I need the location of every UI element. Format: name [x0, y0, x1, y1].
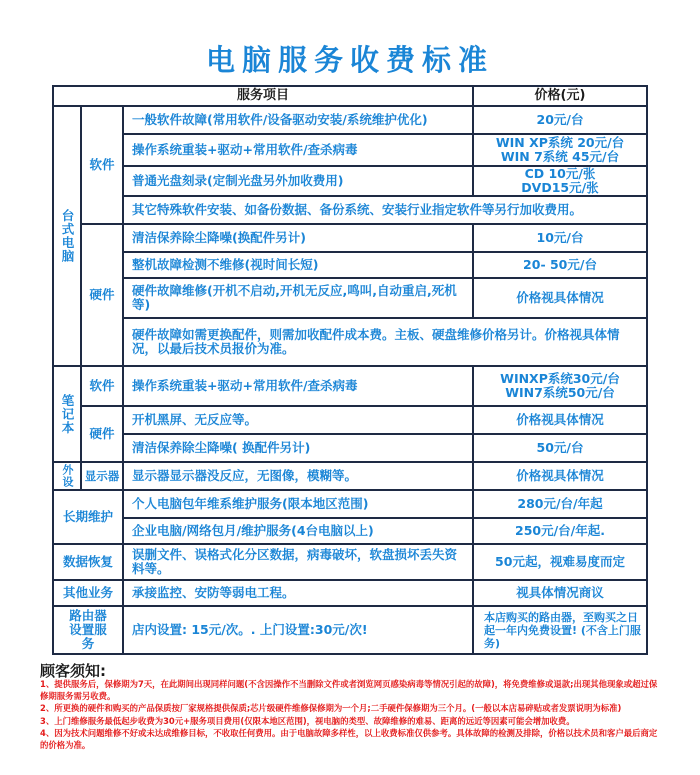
row-price — [472, 165, 648, 197]
row-item: 一般软件故障(常用软件/设备驱动安装/系统维护优化) — [122, 105, 474, 135]
price-line: CD 10元/张 — [524, 166, 596, 181]
group-longterm: 长期维护 — [52, 489, 124, 545]
price-line: WIN7系统50元/台 — [505, 385, 615, 400]
price-table — [52, 85, 648, 655]
row-price: 本店购买的路由器，至购买之日起一年内免费设置! (不含上门服务) — [472, 605, 648, 655]
notice-item: 3、上门维修服务最低起步收费为30元+服务项目费用(仅限本地区范围)，视电脑的类型、故障维修的难易、距离的远近等因素可能会增加收费。 — [40, 715, 575, 726]
row-price: 价格视具体情况 — [472, 461, 648, 491]
notice-item: 4、因为技术问题维修不好或未达成维修目标，不收取任何费用。由于电脑故障多样性，以上收费标准仅供参考。具体故障的检测及排除，价格以技术员和客户最后商定的价格为准。 — [40, 727, 658, 751]
row-item-wide: 硬件故障如需更换配件，则需加收配件成本费。主板、硬盘维修价格另计。价格视具体情况，以最后技术员报价为准。 — [122, 317, 648, 367]
notice-item: 1、提供服务后，保修期为7天，在此期间出现同样问题(不含因操作不当删除文件或者浏览网页感染病毒等情况引起的故障)，将免费维修或退款;出现其他现象或超过保修期服务需另收费。 — [40, 679, 658, 702]
header-price: 价格(元) — [472, 85, 648, 107]
group-peripheral: 外设 — [52, 461, 82, 491]
row-price — [472, 133, 648, 167]
group-monitor: 显示器 — [80, 461, 124, 491]
row-item: 清洁保养除尘降噪(换配件另计) — [122, 223, 474, 253]
row-item: 承接监控、安防等弱电工程。 — [122, 579, 474, 607]
group-router: 路由器设置服务 — [52, 605, 124, 655]
group-desktop-software: 软件 — [80, 105, 124, 225]
price-line: WIN 7系统 45元/台 — [500, 149, 620, 164]
row-item: 误删文件、误格式化分区数据，病毒破坏，软盘损坏丢失资料等。 — [122, 543, 474, 581]
group-other: 其他业务 — [52, 579, 124, 607]
notice-item: 2、所更换的硬件和购买的产品保质按厂家规格提供保质;芯片级硬件维修保修期为一个月;二手硬件保修期为三个月。(一般以本店易碎贴或者发票说明为标准) — [40, 703, 622, 714]
row-price — [472, 365, 648, 407]
price-line: WINXP系统30元/台 — [500, 371, 620, 386]
price-line: DVD15元/张 — [521, 180, 599, 195]
row-price: 250元/台/年起. — [472, 517, 648, 545]
row-item: 硬件故障维修(开机不启动,开机无反应,鸣叫,自动重启,死机等) — [122, 277, 474, 319]
row-item: 整机故障检测不维修(视时间长短) — [122, 251, 474, 279]
price-line: WIN XP系统 20元/台 — [495, 135, 625, 150]
row-price: 价格视具体情况 — [472, 405, 648, 435]
row-item: 开机黑屏、无反应等。 — [122, 405, 474, 435]
row-item: 操作系统重装+驱动+常用软件/查杀病毒 — [122, 133, 474, 167]
row-price: 价格视具体情况 — [472, 277, 648, 319]
group-recovery: 数据恢复 — [52, 543, 124, 581]
notice-list — [40, 678, 665, 751]
row-item: 普通光盘刻录(定制光盘另外加收费用) — [122, 165, 474, 197]
row-item: 企业电脑/网络包月/维护服务(4台电脑以上) — [122, 517, 474, 545]
row-price: 50元/台 — [472, 433, 648, 463]
row-item: 清洁保养除尘降噪( 换配件另计) — [122, 433, 474, 463]
row-item-wide: 其它特殊软件安装、如备份数据、备份系统、安装行业指定软件等另行加收费用。 — [122, 195, 648, 225]
notice-title: 顾客须知: — [40, 662, 106, 680]
row-item: 显示器显示器没反应，无图像，模糊等。 — [122, 461, 474, 491]
row-price: 视具体情况商议 — [472, 579, 648, 607]
row-item: 操作系统重装+驱动+常用软件/查杀病毒 — [122, 365, 474, 407]
row-price: 10元/台 — [472, 223, 648, 253]
row-price: 20元/台 — [472, 105, 648, 135]
row-price: 20- 50元/台 — [472, 251, 648, 279]
page-title: 电脑服务收费标准 — [205, 43, 494, 77]
row-item: 店内设置: 15元/次。. 上门设置:30元/次! — [122, 605, 474, 655]
group-desktop: 台式电脑 — [52, 105, 82, 367]
group-laptop-software: 软件 — [80, 365, 124, 407]
group-desktop-hardware: 硬件 — [80, 223, 124, 367]
group-laptop-hardware: 硬件 — [80, 405, 124, 463]
row-item: 个人电脑包年维系维护服务(限本地区范围) — [122, 489, 474, 519]
group-laptop: 笔记本 — [52, 365, 82, 463]
row-price: 280元/台/年起 — [472, 489, 648, 519]
row-price: 50元起，视难易度而定 — [472, 543, 648, 581]
header-service: 服务项目 — [52, 85, 474, 107]
